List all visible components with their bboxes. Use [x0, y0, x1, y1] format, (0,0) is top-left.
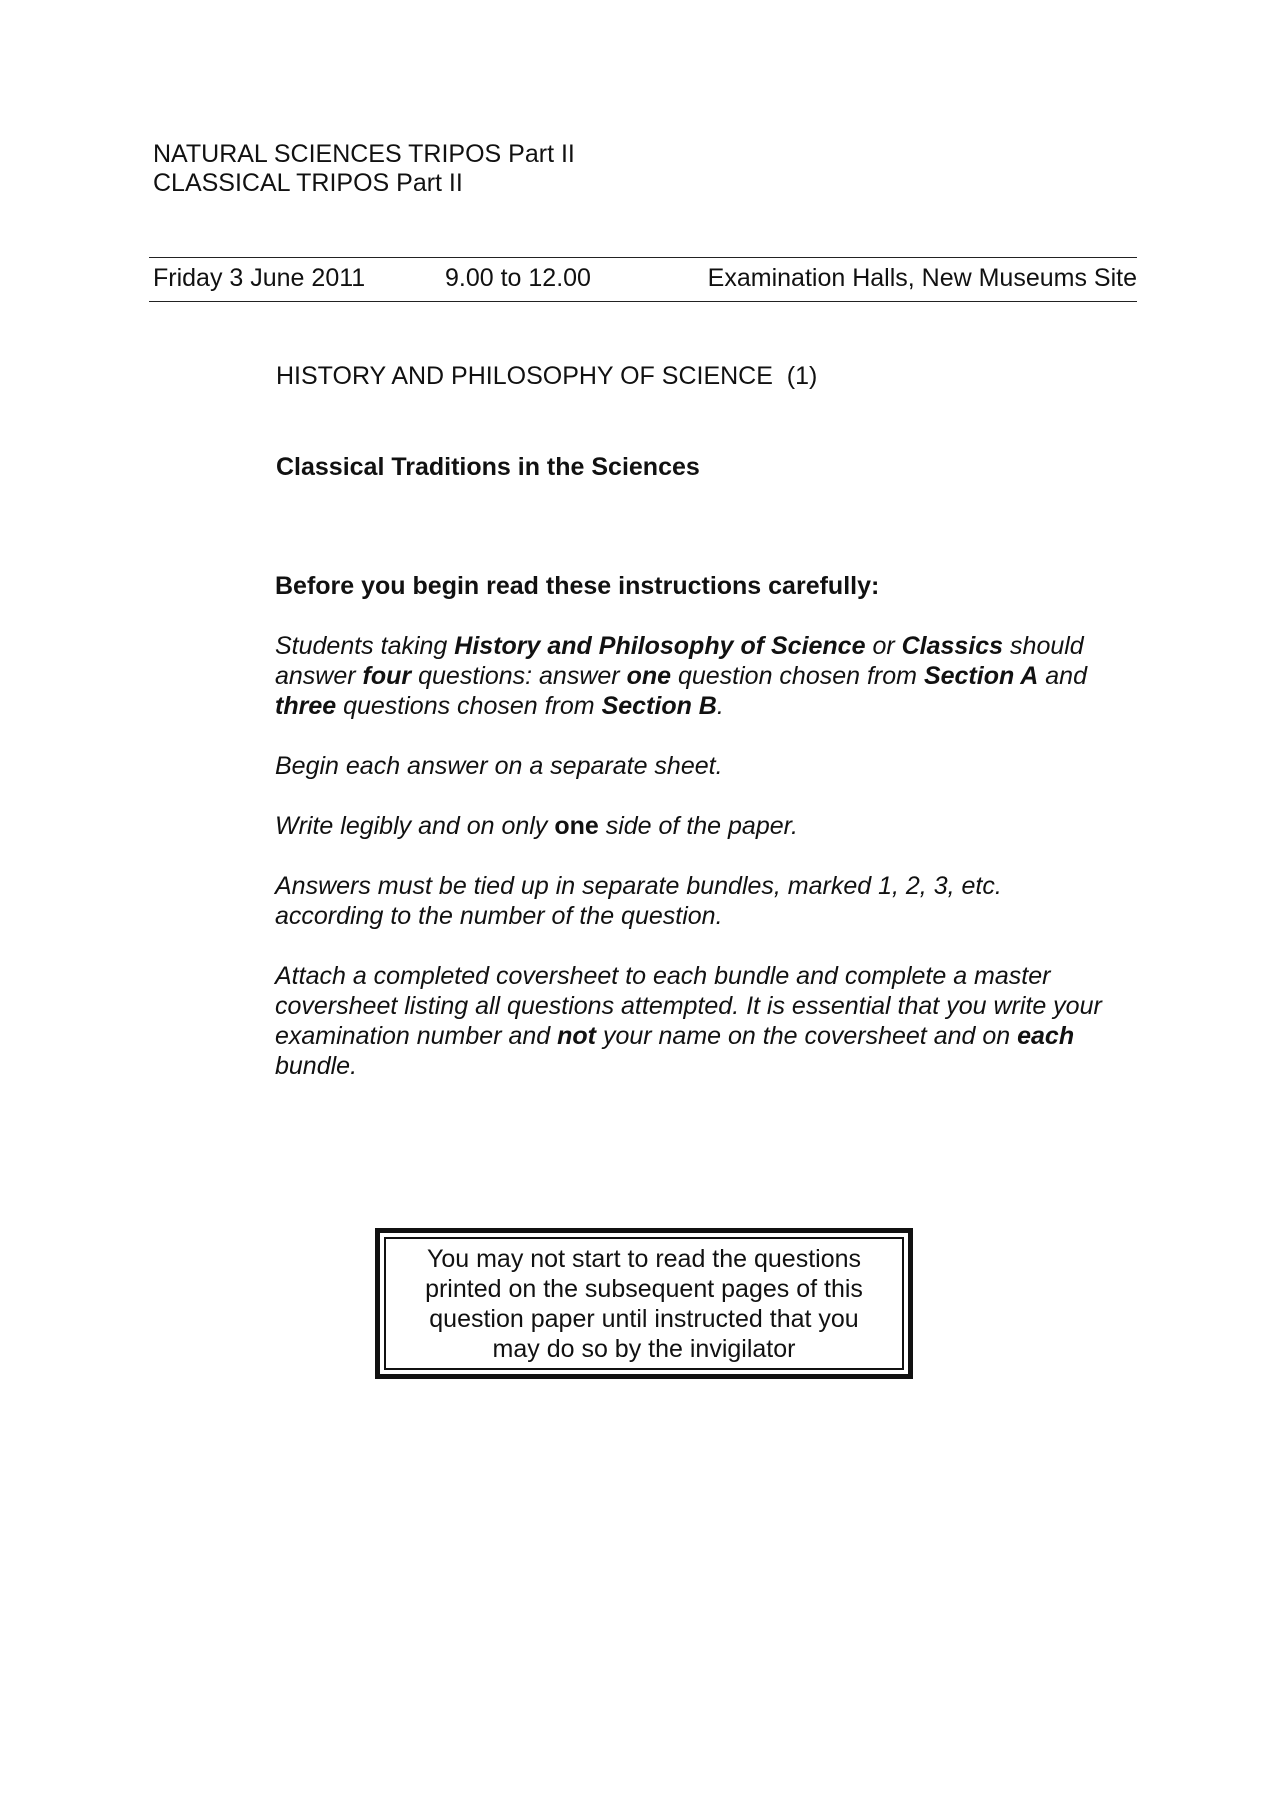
instruction-coversheet: Attach a completed coversheet to each bundle and complete a master coversheet listing all questions attempted. It is essential that you write your examination number and not your name on the coversheet and on each bundle.	[275, 962, 1102, 1080]
subject-title: HISTORY AND PHILOSOPHY OF SCIENCE (1)	[276, 362, 818, 390]
instruction-bundles-line-1: Answers must be tied up in separate bundles, marked 1, 2, 3, etc.	[275, 872, 1002, 900]
notice-line-3: question paper until instructed that you	[429, 1304, 859, 1333]
instruction-separate-sheet: Begin each answer on a separate sheet.	[275, 752, 723, 780]
top-rule	[149, 257, 1137, 258]
instruction-bundles-line-2: according to the number of the question.	[275, 902, 723, 930]
exam-location: Examination Halls, New Museums Site	[707, 264, 1137, 292]
bottom-rule	[149, 301, 1137, 302]
invigilator-notice-inner	[384, 1237, 904, 1370]
notice-line-4: may do so by the invigilator	[492, 1334, 796, 1363]
exam-date: Friday 3 June 2011	[153, 264, 366, 292]
exam-time: 9.00 to 12.00	[445, 264, 591, 292]
notice-line-2: printed on the subsequent pages of this	[425, 1274, 863, 1303]
instruction-answer-count: Students taking History and Philosophy of Science or Classics should answer four questions: answer one question chosen from Section A and three questions chosen from Section B.	[275, 632, 1087, 720]
instruction-bundles	[275, 871, 1155, 931]
tripos-line-2: CLASSICAL TRIPOS Part II	[153, 169, 463, 197]
paper-title: Classical Traditions in the Sciences	[276, 453, 700, 481]
tripos-line-1: NATURAL SCIENCES TRIPOS Part II	[153, 140, 575, 168]
invigilator-notice-box	[375, 1228, 913, 1379]
instructions-heading: Before you begin read these instructions carefully:	[275, 572, 880, 600]
notice-line-1: You may not start to read the questions	[426, 1244, 862, 1273]
instruction-write-legibly: Write legibly and on only one side of the paper.	[275, 812, 798, 840]
invigilator-notice-text	[409, 1244, 879, 1364]
